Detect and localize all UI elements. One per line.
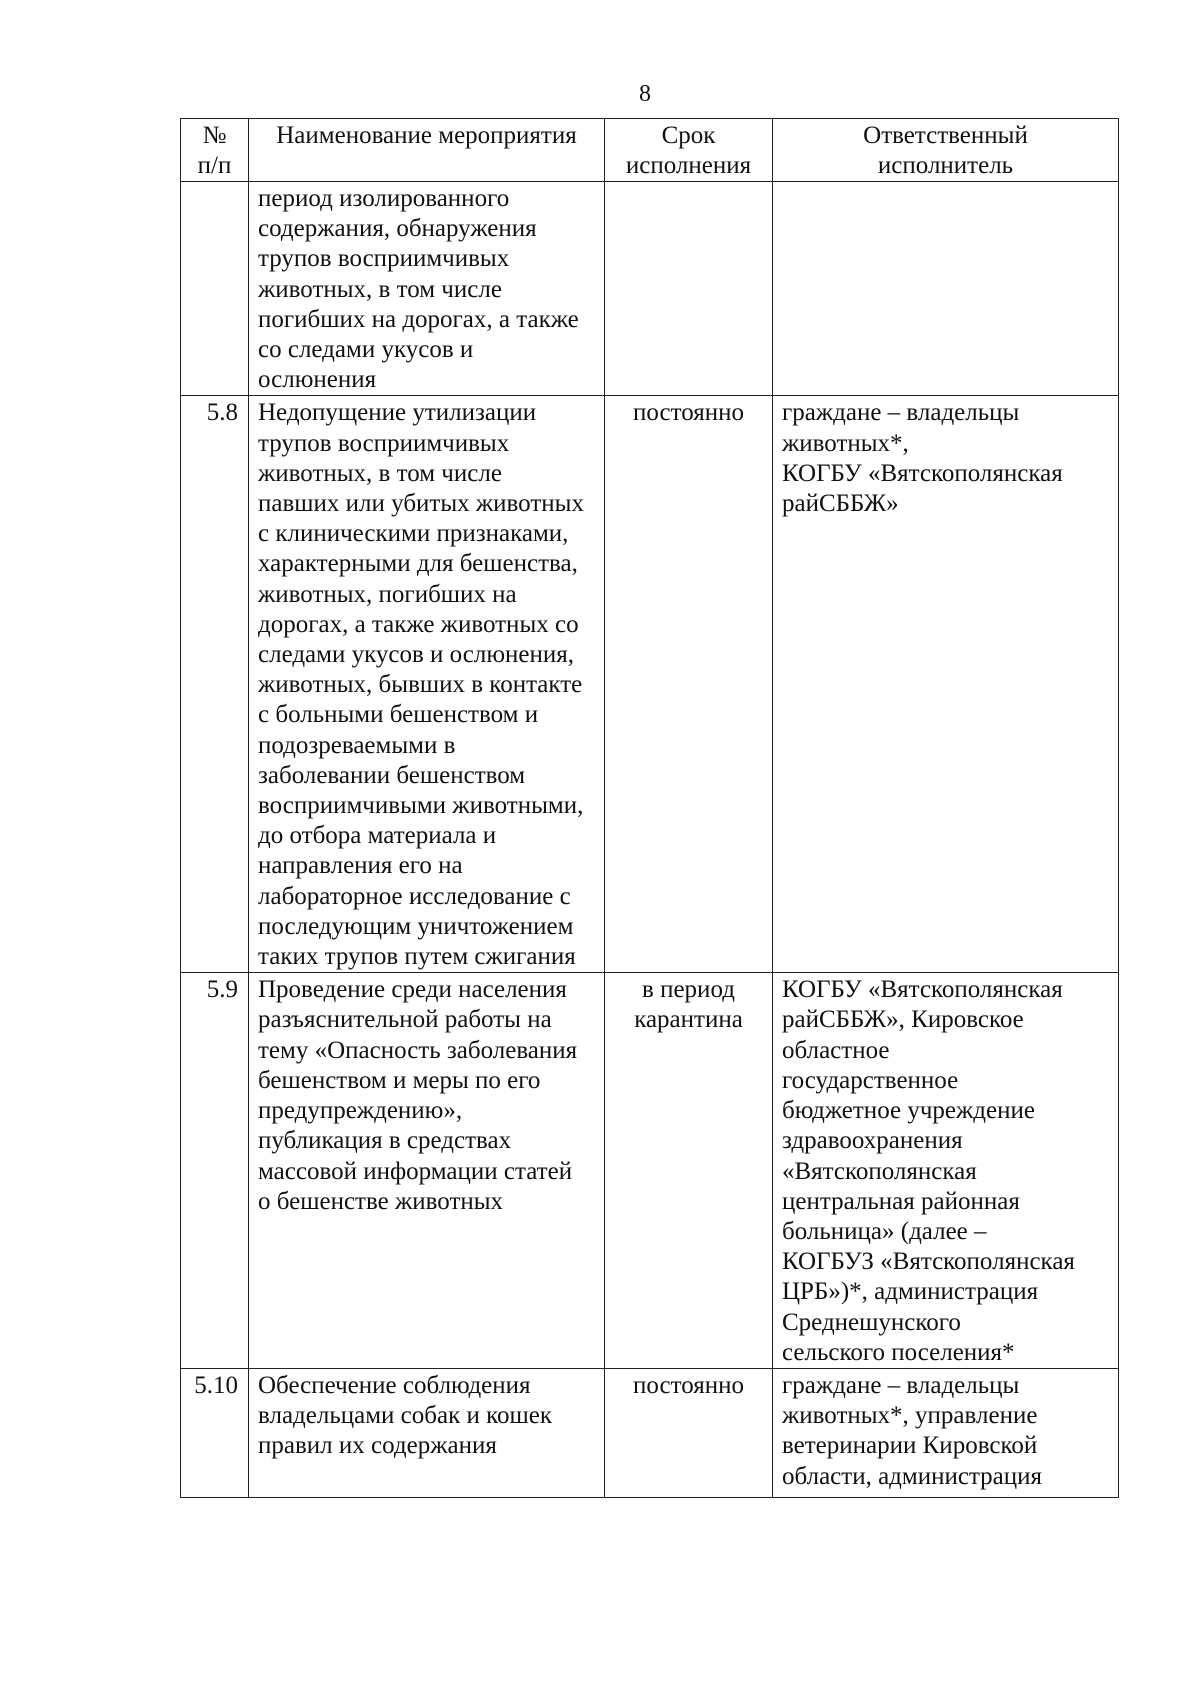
- header-responsible-line: исполнитель: [877, 152, 1014, 179]
- header-measure-name: [249, 119, 605, 182]
- measure-name-line: заболевании бешенством: [258, 761, 526, 789]
- measure-name-line: следами укусов и ослюнения,: [258, 641, 575, 669]
- measure-name-line: трупов восприимчивых: [258, 245, 510, 273]
- row-number-cell: [181, 973, 249, 1369]
- row-number-cell: [181, 182, 249, 396]
- responsible-cell: [773, 973, 1119, 1369]
- header-responsible: [773, 119, 1119, 182]
- header-number: [181, 119, 249, 182]
- header-responsible-line: Ответственный: [863, 122, 1028, 149]
- measure-name-cell: [249, 396, 605, 973]
- responsible-line: ветеринарии Кировской: [782, 1432, 1038, 1460]
- term-cell: [605, 182, 773, 396]
- measure-name-line: таких трупов путем сжигания: [258, 943, 576, 971]
- term-line: в период: [642, 976, 735, 1004]
- responsible-line: области, администрация: [782, 1462, 1043, 1490]
- measure-name-line: тему «Опасность заболевания: [258, 1036, 578, 1064]
- measure-name-line: характерными для бешенства,: [258, 550, 578, 578]
- measure-name-line: владельцами собак и кошек: [258, 1402, 552, 1430]
- measure-name-line: лабораторное исследование с: [258, 882, 571, 910]
- measure-name-line: животных, в том числе: [258, 275, 502, 303]
- header-measure-name-text: Наименование мероприятия: [276, 122, 577, 149]
- responsible-line: животных*,: [782, 429, 909, 457]
- responsible-line: граждане – владельцы: [782, 1371, 1020, 1399]
- responsible-cell: [773, 396, 1119, 973]
- table-row: [181, 973, 1119, 1369]
- responsible-line: КОГБУЗ «Вятскополянская: [782, 1248, 1075, 1276]
- measure-name-line: животных, погибших на: [258, 580, 517, 608]
- term-cell: [605, 396, 773, 973]
- responsible-line: райСББЖ», Кировское: [782, 1006, 1024, 1034]
- responsible-line: сельского поселения*: [782, 1338, 1015, 1366]
- measure-name-line: правил их содержания: [258, 1432, 497, 1460]
- measure-name-line: подозреваемыми в: [258, 731, 456, 759]
- measure-name-line: павших или убитых животных: [258, 490, 584, 518]
- measure-name-line: Обеспечение соблюдения: [258, 1371, 531, 1399]
- responsible-line: областное: [782, 1036, 890, 1064]
- responsible-line: «Вятскополянская: [782, 1157, 977, 1185]
- table-row: [181, 182, 1119, 396]
- header-term-line: Срок: [661, 122, 716, 149]
- term-line: карантина: [634, 1006, 743, 1034]
- responsible-line: центральная районная: [782, 1187, 1020, 1215]
- measure-name-line: разъяснительной работы на: [258, 1006, 552, 1034]
- measure-name-line: Проведение среди населения: [258, 976, 567, 1004]
- responsible-line: больница» (далее –: [782, 1217, 987, 1245]
- measure-name-line: бешенством и меры по его: [258, 1066, 541, 1094]
- measure-name-line: животных, бывших в контакте: [258, 671, 583, 699]
- measure-name-cell: [249, 973, 605, 1369]
- measure-name-line: последующим уничтожением: [258, 912, 574, 940]
- responsible-line: здравоохранения: [782, 1127, 963, 1155]
- measure-name-line: предупреждению»,: [258, 1097, 463, 1125]
- responsible-line: КОГБУ «Вятскополянская: [782, 459, 1063, 487]
- responsible-line: КОГБУ «Вятскополянская: [782, 976, 1063, 1004]
- responsible-cell: [773, 1368, 1119, 1497]
- header-number-line: №: [202, 122, 227, 149]
- measure-name-line: до отбора материала и: [258, 822, 497, 850]
- measure-name-line: дорогах, а также животных со: [258, 610, 579, 638]
- table-header-row: [181, 119, 1119, 182]
- measure-name-line: со следами укусов и: [258, 336, 474, 364]
- measure-name-line: содержания, обнаружения: [258, 215, 537, 243]
- measure-name-line: трупов восприимчивых: [258, 429, 510, 457]
- responsible-line: райСББЖ»: [782, 490, 899, 518]
- measure-name-line: с больными бешенством и: [258, 701, 539, 729]
- row-number: 5.9: [206, 976, 238, 1004]
- measure-name-line: погибших на дорогах, а также: [258, 305, 579, 333]
- table-row: [181, 396, 1119, 973]
- header-number-line: п/п: [197, 152, 232, 179]
- responsible-line: Среднешунского: [782, 1308, 961, 1336]
- header-term-line: исполнения: [625, 152, 752, 179]
- row-number: 5.8: [206, 399, 238, 427]
- responsible-line: животных*, управление: [782, 1402, 1038, 1430]
- measure-name-cell: [249, 182, 605, 396]
- measure-name-line: восприимчивыми животными,: [258, 792, 584, 820]
- responsible-line: государственное: [782, 1066, 959, 1094]
- table-row: [181, 1368, 1119, 1497]
- measure-name-line: массовой информации статей: [258, 1157, 573, 1185]
- measure-name-line: период изолированного: [258, 185, 510, 212]
- row-number-cell: [181, 396, 249, 973]
- row-number-cell: [181, 1368, 249, 1497]
- measure-name-line: животных, в том числе: [258, 459, 502, 487]
- header-term: [605, 119, 773, 182]
- page-number: 8: [639, 81, 651, 107]
- row-number: 5.10: [194, 1371, 238, 1399]
- term-line: постоянно: [633, 1371, 744, 1399]
- responsible-line: граждане – владельцы: [782, 399, 1020, 427]
- measure-name-line: Недопущение утилизации: [258, 399, 537, 427]
- term-cell: [605, 973, 773, 1369]
- measure-name-cell: [249, 1368, 605, 1497]
- measures-table: [180, 118, 1119, 1498]
- term-line: постоянно: [633, 399, 744, 427]
- measure-name-line: с клиническими признаками,: [258, 520, 569, 548]
- term-cell: [605, 1368, 773, 1497]
- responsible-line: ЦРБ»)*, администрация: [782, 1278, 1039, 1306]
- measure-name-line: ослюнения: [258, 366, 377, 394]
- responsible-line: бюджетное учреждение: [782, 1097, 1035, 1125]
- measure-name-line: о бешенстве животных: [258, 1187, 504, 1215]
- responsible-cell: [773, 182, 1119, 396]
- measure-name-line: публикация в средствах: [258, 1127, 512, 1155]
- measure-name-line: направления его на: [258, 852, 463, 880]
